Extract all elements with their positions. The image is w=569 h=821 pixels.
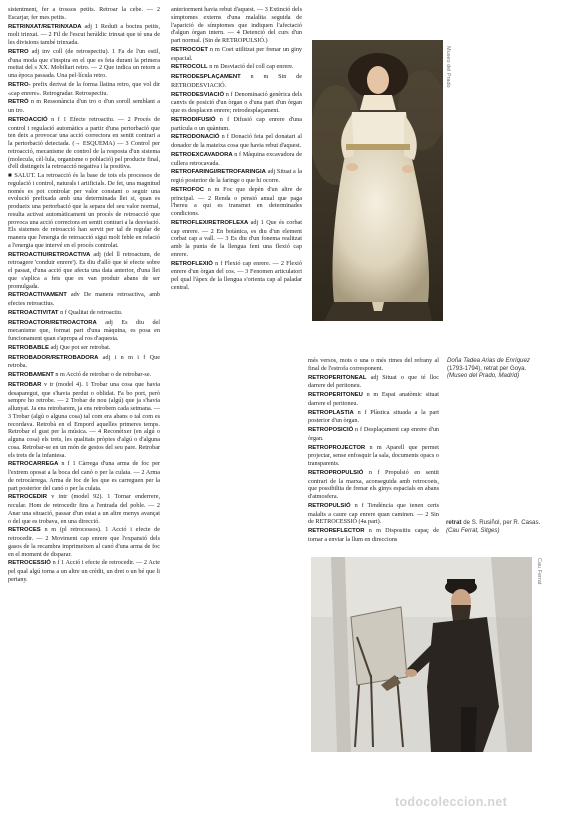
dictionary-entry bbox=[8, 371, 160, 380]
dictionary-entry bbox=[8, 48, 160, 80]
dictionary-entry bbox=[8, 6, 160, 22]
entry-definition: n m Espai anatòmic situat darrere el peritoneu. bbox=[308, 391, 439, 407]
entry-definition: n f Màquina excavadora de cullera retrocavada. bbox=[171, 150, 302, 167]
entry-definition: sistentment, fer a trossos petits. Retroar la cebe. — 2 Escarjar, fer mes petits. bbox=[8, 6, 160, 21]
caption-1-detail: (1793-1794), retrat per Goya. bbox=[447, 364, 527, 372]
dictionary-entry bbox=[8, 381, 160, 460]
entry-headword: RETROPROJECTOR bbox=[308, 444, 366, 451]
entry-definition: adj Es diu del mecanisme que, format part d'una màquina, es posa en funcionament quan s'apropa al ros d'aquesta. bbox=[8, 318, 160, 342]
dictionary-entry bbox=[308, 374, 439, 391]
entry-definition: n m Coet utilitzat per frenar un giny espacial. bbox=[171, 45, 302, 62]
dictionary-entry bbox=[308, 357, 439, 373]
entry-headword: RETROFLEX/RETROFLEXA bbox=[171, 219, 249, 226]
dictionary-entry bbox=[171, 260, 302, 292]
column-1 bbox=[8, 6, 160, 816]
entry-headword: RETROPERITONEU bbox=[308, 392, 363, 398]
entry-definition: més versos, mots o una o més rimes del refrany al final de l'estrofa corresponent. bbox=[308, 357, 439, 372]
dictionary-entry bbox=[8, 98, 160, 115]
dictionary-entry bbox=[8, 319, 160, 343]
dictionary-entry bbox=[8, 116, 160, 171]
dictionary-entry bbox=[171, 6, 302, 45]
entry-definition: n m Ressonància d'un tro o d'un soroll semblant a un tro. bbox=[8, 98, 160, 114]
dictionary-entry bbox=[308, 409, 439, 426]
entry-headword: RETROACTIVAMENT bbox=[8, 292, 67, 299]
dictionary-entry bbox=[8, 344, 160, 353]
entry-headword: RETRODONACIÓ bbox=[171, 134, 220, 141]
entry-headword: RETRÒ bbox=[8, 99, 29, 106]
dictionary-entry bbox=[8, 81, 160, 98]
entry-headword: RETROBABLE bbox=[8, 344, 49, 351]
entry-definition: n f Desplaçament cap enrere d'un òrgan. bbox=[308, 426, 439, 442]
dictionary-entry bbox=[171, 168, 302, 185]
entry-definition: n f Qualitat de retroactiu. bbox=[60, 308, 123, 316]
dictionary-entry bbox=[308, 527, 439, 544]
dictionary-entry bbox=[8, 354, 160, 371]
entry-headword: RETRODESVIACIÓ bbox=[171, 91, 225, 98]
dictionary-entry bbox=[171, 133, 302, 150]
entry-definition: n f Flexió cap enrere. — 2 Flexió enrere d'un òrgan del cos. — 3 Fenomen articulatori pel qual l'àpex de la llengua s'orienta cap al paladar central. bbox=[171, 259, 302, 291]
dictionary-entry bbox=[171, 91, 302, 115]
entry-headword: RETROEXCAVADORA bbox=[171, 151, 233, 158]
entry-headword: RETROFARINGI/RETROFARINGIA bbox=[171, 169, 266, 176]
entry-headword: RETROACTIVITAT bbox=[8, 309, 59, 316]
caption-2-title: retrat bbox=[446, 519, 462, 526]
entry-definition: v tr (model 4). 1 Trobar una cosa que havia desaparegut, que s'havia perdut o oblidat. Fa bo port, però sempre ho retrobe. — 2 Trobar de nou (algú) que ja s'havia allunyat. Ja ens retrobarem, ja ens retrobem cada setmana. — 3 Trobar (algú o alguna cosa) tal com era abans o tal com es recordava. Retrobà en el Empord aquelles primeres temps. Retrobar el gust per la música. — 4 Reconèixer (en algú o alguna cosa) els trets, les qualitats pròpies d'algú o d'alguna cosa. Retrobar-se en un món de gestos del seu pare. Retrobar els trets de la infantesa. bbox=[8, 380, 160, 459]
entry-headword: RETROBADOR/RETROBADORA bbox=[8, 354, 99, 361]
entry-headword: RETROCEDIR bbox=[8, 494, 47, 501]
dictionary-entry bbox=[171, 219, 302, 259]
entry-definition: adj i n m i f Que retroba. bbox=[8, 353, 160, 370]
entry-headword: RETROCARREGA bbox=[8, 461, 59, 468]
entry-definition: n f Plàstica situada a la part posterior d'un òrgan. bbox=[308, 408, 439, 425]
entry-headword: RETRODESPLAÇAMENT bbox=[171, 74, 241, 80]
entry-definition: n f 1 Acció i efecte de retrocedir. — 2 Acte pel qual algú torna a un altre un crèdit, un dret o un bé que li pertany. bbox=[8, 559, 160, 583]
dictionary-entry bbox=[308, 391, 439, 408]
entry-definition: v intr (model 92). 1 Tornar enderrere, recular. Hom de retrocedir fins a l'entrada del poble. — 2 Anar una situació, passar d'un estat a un altre menys avançat o del que es trobava, en una direcció. bbox=[8, 493, 160, 525]
entry-headword: RETROCESSIÓ bbox=[8, 560, 51, 567]
photo-credit-2: Cau Ferrat bbox=[536, 558, 542, 585]
entry-headword: RETROPULSIÓ bbox=[308, 502, 351, 509]
dictionary-entry bbox=[8, 172, 160, 250]
entry-definition: n f Propulsió en sentit contrari de la marxa, aconseguida amb retrocoets, que possibilita de frenar els ginys espacials en abans d'atmosfera. bbox=[308, 468, 439, 500]
dictionary-entry bbox=[308, 444, 439, 468]
entry-definition: n m Sin de RETRODESVIACIÓ. bbox=[171, 73, 302, 89]
entry-definition: prefix derivat de la forma llatina retro, que vol dir «cap enrere». Retrogradar. Retrospectiu. bbox=[8, 80, 160, 97]
entry-definition: adj (del ll retroactum, de retroagere 'conduir enrere'). Es diu d'allò que té efecte sobre el passat, d'una acció que afecta una data anterior, d'una llei que s'aplica a fets que es van produir abans de ser promulgada. bbox=[8, 250, 160, 290]
entry-headword: RETRINXAT/RETRINXADA bbox=[8, 23, 82, 30]
entry-headword: RETRO bbox=[8, 48, 29, 55]
entry-definition: adj inv coll (de retrospectiu). 1 Fa de l'un estil, d'una moda que s'inspira en el que es feia durant la primera meitat del s XX. Mobiliari retro. — 2 Que indica un retorn a una època passada. Una pel·lícula retro. bbox=[8, 47, 160, 79]
entry-definition: n f 1 Càrrega d'una arma de foc per l'extrem oposat a la boca del canó o per la culata. — 2 Arma de retrocàrrega. Arma de foc de les que es carreguen per la part posterior del canó o per la culata. bbox=[8, 460, 160, 492]
dictionary-entry bbox=[8, 460, 160, 492]
caption-2-detail: de S. Rusiñol, per R. Casas. bbox=[463, 519, 541, 526]
dictionary-entry bbox=[171, 73, 302, 90]
entry-headword: RETROBAR bbox=[8, 381, 42, 388]
entry-definition: adj Que pot ser retrobat. bbox=[50, 343, 111, 351]
entry-headword: RETROCOET bbox=[171, 46, 208, 53]
casas-portrait-painting bbox=[311, 557, 532, 752]
column-2 bbox=[171, 6, 302, 361]
entry-headword: RETROACTIU/RETROACTIVA bbox=[8, 251, 91, 258]
goya-portrait-painting bbox=[312, 40, 443, 321]
entry-definition: adj 1 Que és corbat cap enrere. — 2 En botànica, es diu d'un element corbat cap a vall. — 3 Es diu d'un fonema realitzat amb la punta de la llengua fent una flexió cap enrere. bbox=[171, 218, 302, 258]
entry-definition: adj Situat a la regió posterior de la faringe o que hi ocorre. bbox=[171, 168, 302, 184]
painting-caption-2 bbox=[446, 519, 541, 534]
entry-headword: RETROCES bbox=[8, 527, 41, 534]
dictionary-entry bbox=[171, 63, 302, 72]
dictionary-entry bbox=[171, 46, 302, 63]
dictionary-entry bbox=[8, 23, 160, 47]
entry-headword: RETRODIFUSIÓ bbox=[171, 116, 216, 123]
entry-definition: n f Donació feta pel donatari al donador de la mateixa cosa que havia rebut d'aquest. bbox=[171, 133, 302, 149]
entry-headword: RETROPERITONEAL bbox=[308, 374, 367, 381]
dictionary-entry bbox=[8, 559, 160, 583]
dictionary-entry bbox=[308, 502, 439, 526]
entry-definition: n m Acció de retrobar o de retrobar-se. bbox=[55, 371, 152, 378]
dictionary-entry bbox=[8, 251, 160, 291]
dictionary-entry bbox=[171, 186, 302, 218]
dictionary-entry bbox=[171, 151, 302, 168]
dictionary-entry bbox=[171, 116, 302, 133]
dictionary-entry bbox=[8, 526, 160, 558]
entry-definition: n f Tendència que tenen certs malalts a caure cap enrere quan caminen. — 2 Sin de RETROCESSIÓ (4a part). bbox=[308, 501, 439, 526]
caption-2-source: (Cau Ferrat, Sitges) bbox=[446, 526, 500, 534]
entry-definition: ■ SALUT. La retroacció és la base de tots els processos de regulació i control, naturals i artificials. De fet, una magnitud només es pot controlar per valor constant o seguir una evolució prefixada amb una determinada llei si, quan es produeix una pertorbació que la separa del seu valor normal, resulta activat automàticament un procés de retroacció que provoca una acció correctora en sentit contrari a la desviació. Els sistemes de retroacció han servit per tal de regular de manera que l'energia de retroacció sigui molt feble en relació a l'energia que intervé en el procés controlat. bbox=[8, 172, 160, 249]
entry-definition: adj 1 Reduït a bocins petits, molt trinxat. — 2 Fil de l'escut heràldic trinxat que té una de les divisions també trinxada. bbox=[8, 22, 160, 46]
watermark: todocoleccion.net bbox=[395, 795, 508, 809]
dictionary-entry bbox=[308, 426, 439, 443]
entry-headword: RETROPLASTIA bbox=[308, 409, 354, 416]
dictionary-entry bbox=[8, 309, 160, 318]
painting-caption-1 bbox=[447, 357, 567, 380]
entry-headword: RETROFOC bbox=[171, 186, 205, 193]
entry-headword: RETROREFLECTOR bbox=[308, 528, 365, 534]
entry-definition: anteriorment havia rebut d'aquest. — 3 Extinció dels símptomes externs d'una malaltia seguida de l'aparició de símptomes que indiquen l'afectació d'algun òrgan intern. — 4 Detenció del curs d'un part normal. (Sin de RETROPULSIÓ.) bbox=[171, 6, 302, 44]
entry-headword: RETRO- bbox=[8, 81, 31, 88]
entry-definition: n f Denominació genèrica dels canvis de posició d'un òrgan o d'una part d'un òrgan que es desplacen enrere; retrodesplaçament. bbox=[171, 90, 302, 114]
entry-definition: n f 1 Efecte retroactiu. — 2 Procés de control i regulació automàtics a partir d'una pertorbació que ten deix a provocar una acció correctora en sentit contrari a la pertorbació detectada. (→ ESQUEMA) — 3 Control per retroacció, mecanisme de control de la resposta d'un sistema (molecula, cèl·lula, organisme o població) pel producte final, d'ell distingeix la retroacció negativa i la positiva. bbox=[8, 115, 160, 171]
entry-definition: adv De manera retroactiva, amb efectes retroactius. bbox=[8, 291, 160, 307]
dictionary-entry bbox=[308, 469, 439, 501]
caption-1-source: (Museo del Prado, Madrid) bbox=[447, 372, 520, 379]
entry-headword: RETROPROPULSIÓ bbox=[308, 469, 364, 476]
entry-headword: RETROFLEXIÓ bbox=[171, 260, 213, 267]
dictionary-entry bbox=[8, 493, 160, 525]
entry-definition: n m Dispositiu capaç de tornar a enviar la llum en direccions bbox=[308, 527, 439, 543]
entry-definition: n m Foc que depèn d'un altre de principal. — 2 Renda o pensió anual que paga l'hereu a qui es transmet en determinades condicions. bbox=[171, 185, 302, 217]
caption-1-title: Doña Tadea Arias de Enríquez bbox=[447, 357, 530, 364]
entry-headword: RETROPOSICIÓ bbox=[308, 427, 354, 433]
photo-credit-1: Museo del Prado bbox=[445, 46, 451, 88]
entry-headword: RETROCOLL bbox=[171, 64, 208, 71]
entry-definition: adj Situat o que té lloc darrere del peritoneu. bbox=[308, 373, 439, 390]
entry-definition: n m (pl retrocessos). 1 Acció i efecte de retrocedir. — 2 Moviment cap enrere que l'expansió dels gasos de la recambra imprimeixen al canó d'una arma de foc en el moment de disparar. bbox=[8, 526, 160, 558]
entry-definition: n f Difusió cap enrere d'una partícula o un quàntum. bbox=[171, 115, 302, 132]
entry-headword: RETROACTOR/RETROACTORA bbox=[8, 319, 97, 326]
entry-headword: RETROBAMENT bbox=[8, 372, 54, 378]
entry-headword: RETROACCIÓ bbox=[8, 116, 48, 123]
entry-definition: n m Desviació del coll cap enrere. bbox=[209, 63, 294, 71]
dictionary-entry bbox=[8, 291, 160, 308]
entry-definition: n m Aparell que permet projectar, sense enfosquir la sala, documents opacs o transparents. bbox=[308, 443, 439, 467]
